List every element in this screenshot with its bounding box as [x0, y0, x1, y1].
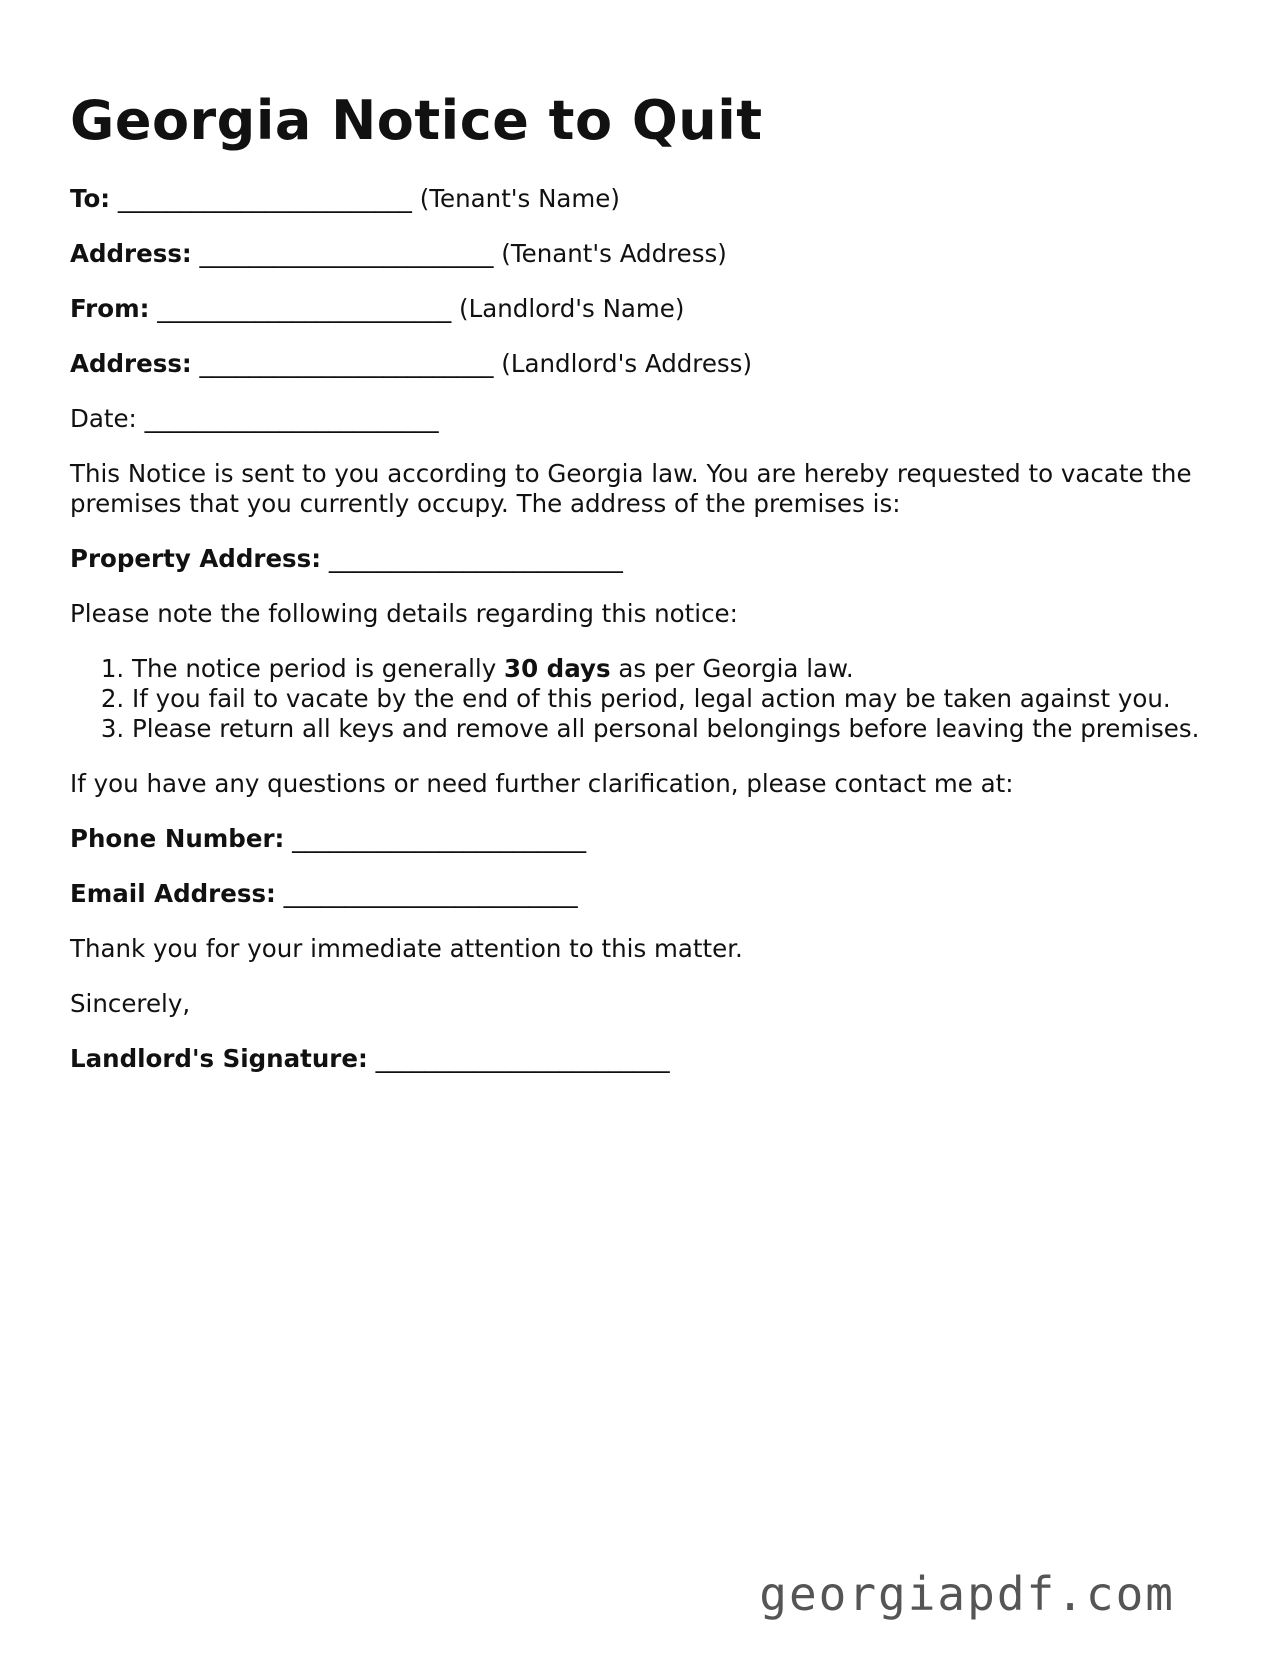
notice-period-emphasis: 30 days: [504, 654, 611, 683]
to-field-row: [70, 184, 1220, 214]
landlord-address-row: [70, 349, 1220, 379]
tenant-address-blank[interactable]: ________________________: [199, 239, 494, 268]
landlord-address-blank[interactable]: ________________________: [199, 349, 494, 378]
list-item-text: as per Georgia law.: [610, 654, 854, 683]
date-label: Date:: [70, 404, 137, 433]
field-label: Address:: [70, 349, 192, 378]
field-hint: (Landlord's Address): [501, 349, 753, 378]
field-hint: (Tenant's Address): [501, 239, 727, 268]
email-row: [70, 879, 1220, 909]
document-title: Georgia Notice to Quit: [70, 89, 763, 152]
date-row: [70, 404, 1220, 434]
field-label: To:: [70, 184, 111, 213]
date-blank[interactable]: ________________________: [144, 404, 439, 433]
list-item-text: The notice period is generally: [132, 654, 505, 683]
tenant-name-blank[interactable]: ________________________: [117, 184, 412, 213]
signature-blank[interactable]: ________________________: [375, 1044, 670, 1073]
property-address-blank[interactable]: ________________________: [328, 544, 623, 573]
field-label: From:: [70, 294, 150, 323]
property-address-row: [70, 544, 1220, 574]
signature-label: Landlord's Signature:: [70, 1044, 368, 1073]
phone-label: Phone Number:: [70, 824, 285, 853]
notice-document: [70, 88, 1220, 1099]
closing-line: Sincerely,: [70, 989, 191, 1018]
email-blank[interactable]: ________________________: [283, 879, 578, 908]
property-address-label: Property Address:: [70, 544, 322, 573]
signature-row: [70, 1044, 1220, 1074]
thanks-line: Thank you for your immediate attention to this matter.: [70, 934, 743, 963]
intro-paragraph: This Notice is sent to you according to Georgia law. You are hereby requested to vacate the premises that you currently occupy. The address of the premises is:: [70, 459, 1192, 518]
field-hint: (Landlord's Name): [459, 294, 685, 323]
details-list: [70, 654, 1220, 744]
contact-intro: If you have any questions or need further clarification, please contact me at:: [70, 769, 1014, 798]
list-item: [132, 654, 1220, 684]
site-watermark: georgiapdf.com: [759, 1567, 1175, 1621]
details-intro: Please note the following details regarding this notice:: [70, 599, 738, 628]
list-item: 2. If you fail to vacate by the end of this period, legal action may be taken against you.: [132, 684, 1220, 714]
email-label: Email Address:: [70, 879, 276, 908]
field-hint: (Tenant's Name): [419, 184, 620, 213]
landlord-name-blank[interactable]: ________________________: [157, 294, 452, 323]
list-item: 3. Please return all keys and remove all personal belongings before leaving the premises.: [132, 714, 1220, 744]
field-label: Address:: [70, 239, 192, 268]
tenant-address-row: [70, 239, 1220, 269]
from-field-row: [70, 294, 1220, 324]
phone-blank[interactable]: ________________________: [292, 824, 587, 853]
phone-row: [70, 824, 1220, 854]
